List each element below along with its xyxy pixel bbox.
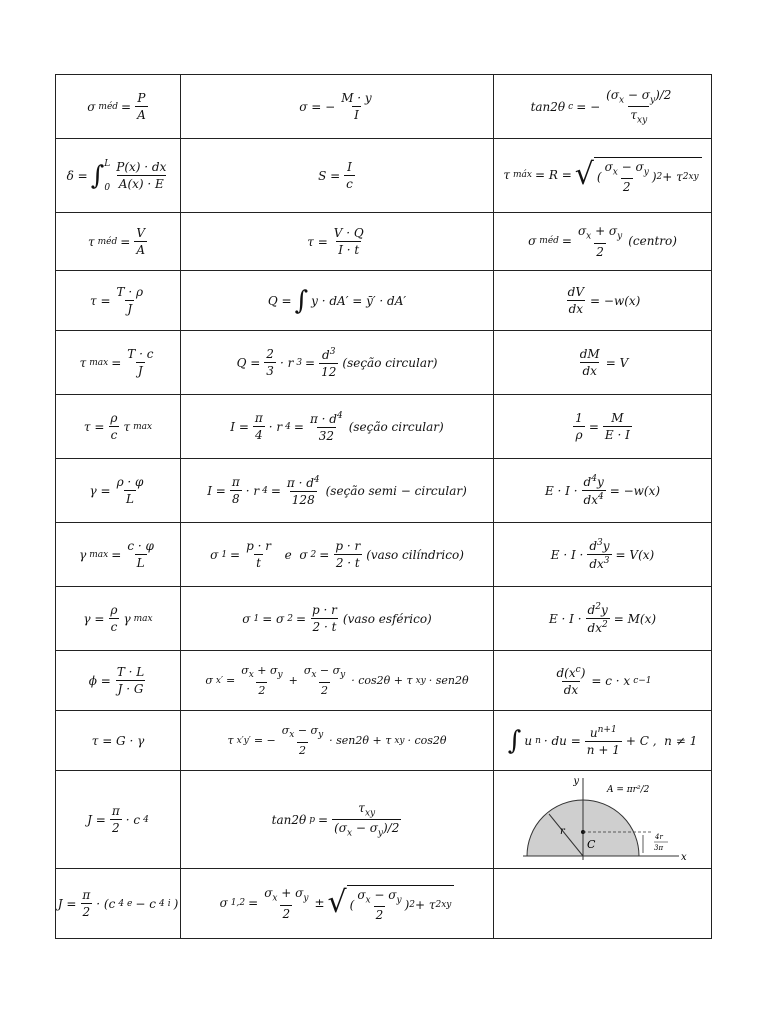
formula-cell: τ méd = V A xyxy=(56,213,181,271)
formula-cell: γ max = c · φ L xyxy=(56,523,181,587)
formula-cell: τ = ρ c τ max xyxy=(56,395,181,459)
table-row xyxy=(56,213,712,271)
formula-cell: S = I c xyxy=(181,139,494,213)
formula-cell: dV dx = −w(x) xyxy=(494,271,712,331)
offset-denominator: 3π xyxy=(653,844,663,852)
table-row xyxy=(56,587,712,651)
formula-cell: τ máx = R = √ ( $\sigma_x - \sigma_y$ 2 ) 2 + τ 2 xy xyxy=(494,139,712,213)
formula-cell: tan2θ p = $\tau_{xy}$ $(\sigma_x - \sigma_y)/2$ xyxy=(181,771,494,869)
empty-cell xyxy=(494,869,712,939)
table-row xyxy=(56,271,712,331)
table-row xyxy=(56,139,712,213)
y-axis-label: y xyxy=(572,776,579,787)
area-label: A = πr²/2 xyxy=(606,785,649,795)
offset-numerator: 4r xyxy=(654,833,663,841)
centroid-label: C xyxy=(586,838,595,851)
formula-cell: γ = ρ · φ L xyxy=(56,459,181,523)
formula-cell: ∫ u n · du = $u^{n+1}$ n + 1 + C , n ≠ 1 xyxy=(494,711,712,771)
semicircle-figure xyxy=(503,772,703,864)
formula-cell: E · I · $d^3y$ $dx^3$ = V(x) xyxy=(494,523,712,587)
x-axis-label: x xyxy=(680,852,687,863)
table-row xyxy=(56,523,712,587)
formula-cell: E · I · $d^2y$ $dx^2$ = M(x) xyxy=(494,587,712,651)
formula-cell: I = π 8 · r 4 = $\pi \cdot d^4$ 128 (seção semi − circular) xyxy=(181,459,494,523)
formula-cell: σ méd = $\sigma_x + \sigma_y$ 2 (centro) xyxy=(494,213,712,271)
formula-cell: E · I · $d^4y$ $dx^4$ = −w(x) xyxy=(494,459,712,523)
formula-cell: tan2θ c = − $(\sigma_x - \sigma_y)/2$ $\tau_{xy}$ xyxy=(494,75,712,139)
table-row xyxy=(56,711,712,771)
table-row xyxy=(56,395,712,459)
formula-cell: σ méd = P A xyxy=(56,75,181,139)
formula-cell: I = π 4 · r 4 = $\pi \cdot d^4$ 32 (seção circular) xyxy=(181,395,494,459)
formula-cell: Q = 2 3 · r 3 = $d^3$ 12 (seção circular) xyxy=(181,331,494,395)
formula-cell: ϕ = T · L J · G xyxy=(56,651,181,711)
formula-cell: σ = − M · y I xyxy=(181,75,494,139)
formula-cell: Q = ∫ y · dA′ = ȳ′ · dA′ xyxy=(181,271,494,331)
table-row xyxy=(56,869,712,939)
formula-cell: τ = T · ρ J xyxy=(56,271,181,331)
table-row xyxy=(56,459,712,523)
formula-cell: J = π 2 · c 4 xyxy=(56,771,181,869)
formula-cell: dM dx = V xyxy=(494,331,712,395)
formula-cell: $d(x^c)$ dx = c · x c−1 xyxy=(494,651,712,711)
table-row xyxy=(56,75,712,139)
formula-cell: τ max = T · c J xyxy=(56,331,181,395)
formula-cell: σ 1 = p · r t e σ 2 = p · r 2 · t (vaso cilíndrico) xyxy=(181,523,494,587)
formula-table xyxy=(55,74,712,939)
formula-cell: τ = V · Q I · t xyxy=(181,213,494,271)
radius-label: r xyxy=(559,826,565,837)
formula-cell: J = π 2 · (c 4 e − c 4 i ) xyxy=(56,869,181,939)
formula-cell: σ 1,2 = $\sigma_x + \sigma_y$ 2 ± √ ( $\sigma_x - \sigma_y$ 2 ) 2 + τ 2 xy xyxy=(181,869,494,939)
table-row xyxy=(56,651,712,711)
formula-cell: δ = ∫ L 0 P(x) · dx A(x) · E xyxy=(56,139,181,213)
semicircle-figure-cell xyxy=(494,771,712,869)
formula-cell: σ x′ = $\sigma_x + \sigma_y$ 2 + $\sigma_x - \sigma_y$ 2 · cos2θ + τ xy · sen2θ xyxy=(181,651,494,711)
table-row xyxy=(56,771,712,869)
formula-cell: σ 1 = σ 2 = p · r 2 · t (vaso esférico) xyxy=(181,587,494,651)
formula-cell: τ = G · γ xyxy=(56,711,181,771)
formula-cell: τ x′y′ = − $\sigma_x - \sigma_y$ 2 · sen2θ + τ xy · cos2θ xyxy=(181,711,494,771)
formula-cell: γ = ρ c γ max xyxy=(56,587,181,651)
table-row xyxy=(56,331,712,395)
formula-cell: 1 ρ = M E · I xyxy=(494,395,712,459)
